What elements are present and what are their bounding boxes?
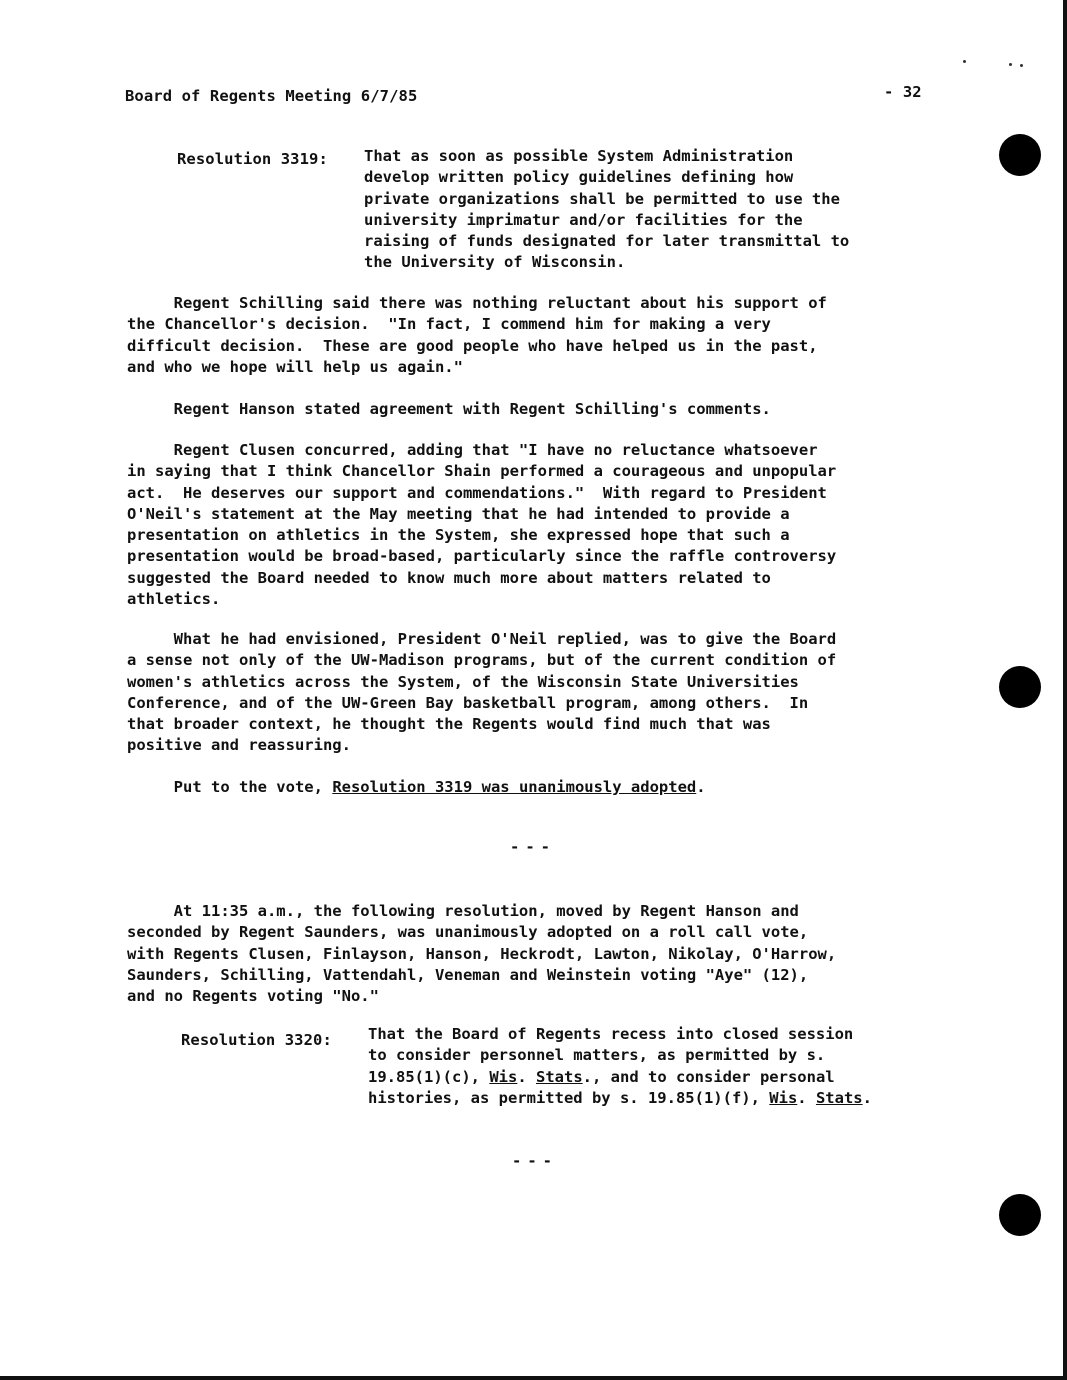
paragraph-line: difficult decision. These are good people who have helped us in the past, [127,336,818,355]
vote-prefix: Put to the vote, [127,778,333,796]
resolution-3320-line [368,1067,872,1088]
resolution-3319-label: Resolution 3319: [177,150,328,168]
paragraph-schilling [127,293,827,378]
paragraph-hanson [127,399,771,420]
resolution-3320-line: to consider personnel matters, as permitted by s. [368,1046,826,1065]
resolution-3320-line [368,1088,872,1109]
paragraph-line: seconded by Regent Saunders, was unanimously adopted on a roll call vote, [127,923,809,942]
paragraph-line: and no Regents voting "No." [127,987,379,1006]
text-run: . [862,1088,872,1107]
resolution-3319-line: raising of funds designated for later transmittal to [364,232,850,251]
binder-hole-middle [999,666,1041,708]
paragraph-line: O'Neil's statement at the May meeting that he had intended to provide a [127,504,790,523]
scan-speck [1009,63,1012,66]
vote-suffix: . [696,778,706,796]
paragraph-line: positive and reassuring. [127,736,351,755]
paragraph-line: Regent Clusen concurred, adding that "I have no reluctance whatsoever [127,441,818,459]
resolution-3319-text [364,146,849,274]
paragraph-line: that broader context, he thought the Regents would find much that was [127,715,771,734]
paragraph-line: act. He deserves our support and commendations." With regard to President [127,483,827,502]
paragraph-line: presentation on athletics in the System, she expressed hope that such a [127,526,790,545]
document-header-title: Board of Regents Meeting 6/7/85 [125,87,418,105]
vote-adopted-underlined: Resolution 3319 was unanimously adopted [332,778,697,796]
statute-wis: Wis [769,1088,798,1107]
paragraph-line: and who we hope will help us again." [127,357,463,376]
resolution-3319-line: university imprimatur and/or facilities for the [364,210,803,229]
section-separator-bottom: --- [512,1152,558,1170]
resolution-3320-line: That the Board of Regents recess into closed session [368,1025,854,1043]
paragraph-line: presentation would be broad-based, particularly since the raffle controversy [127,547,837,566]
paragraph-line: At 11:35 a.m., the following resolution, moved by Regent Hanson and [127,902,799,920]
paragraph-line: suggested the Board needed to know much more about matters related to [127,568,771,587]
text-run: 19.85(1)(c), [368,1067,490,1086]
paragraph-line: with Regents Clusen, Finlayson, Hanson, Heckrodt, Lawton, Nikolay, O'Harrow, [127,944,837,963]
page-number: - 32 [884,83,922,101]
binder-hole-bottom [999,1194,1041,1236]
binder-hole-top [999,134,1041,176]
resolution-3320-text [368,1024,872,1109]
scan-speck [1020,64,1023,67]
statute-wis: Wis [489,1067,518,1086]
paragraph-oneil [127,629,836,757]
paragraph-line: in saying that I think Chancellor Shain performed a courageous and unpopular [127,462,837,481]
vote-line [127,777,706,798]
paragraph-line: Regent Hanson stated agreement with Regent Schilling's comments. [127,400,771,418]
statute-stats: Stats [815,1088,863,1107]
resolution-3319-line: the University of Wisconsin. [364,253,626,272]
scan-speck [963,60,966,63]
text-run: histories, as permitted by s. 19.85(1)(f), [368,1088,770,1107]
paragraph-line: Regent Schilling said there was nothing reluctant about his support of [127,294,827,312]
paragraph-line: the Chancellor's decision. "In fact, I commend him for making a very [127,315,771,334]
paragraph-line: Conference, and of the UW-Green Bay basketball program, among others. In [127,693,809,712]
paragraph-line: a sense not only of the UW-Madison programs, but of the current condition of [127,651,837,670]
paragraph-line: women's athletics across the System, of the Wisconsin State Universities [127,672,799,691]
resolution-3319-line: That as soon as possible System Administration [364,147,794,165]
resolution-3319-line: private organizations shall be permitted to use the [364,189,840,208]
paragraph-recess [127,901,836,1007]
resolution-3320-label: Resolution 3320: [181,1031,332,1049]
section-separator: --- [510,838,556,856]
text-run: . [797,1088,816,1107]
statute-stats: Stats [536,1067,583,1086]
paragraph-line: athletics. [127,590,221,609]
text-run: . [517,1067,536,1086]
paragraph-line: Saunders, Schilling, Vattendahl, Veneman and Weinstein voting "Aye" (12), [127,965,809,984]
paragraph-line: What he had envisioned, President O'Neil replied, was to give the Board [127,630,837,648]
paragraph-clusen [127,440,836,610]
text-run: ., and to consider personal [582,1067,835,1086]
resolution-3319-line: develop written policy guidelines defining how [364,168,794,187]
